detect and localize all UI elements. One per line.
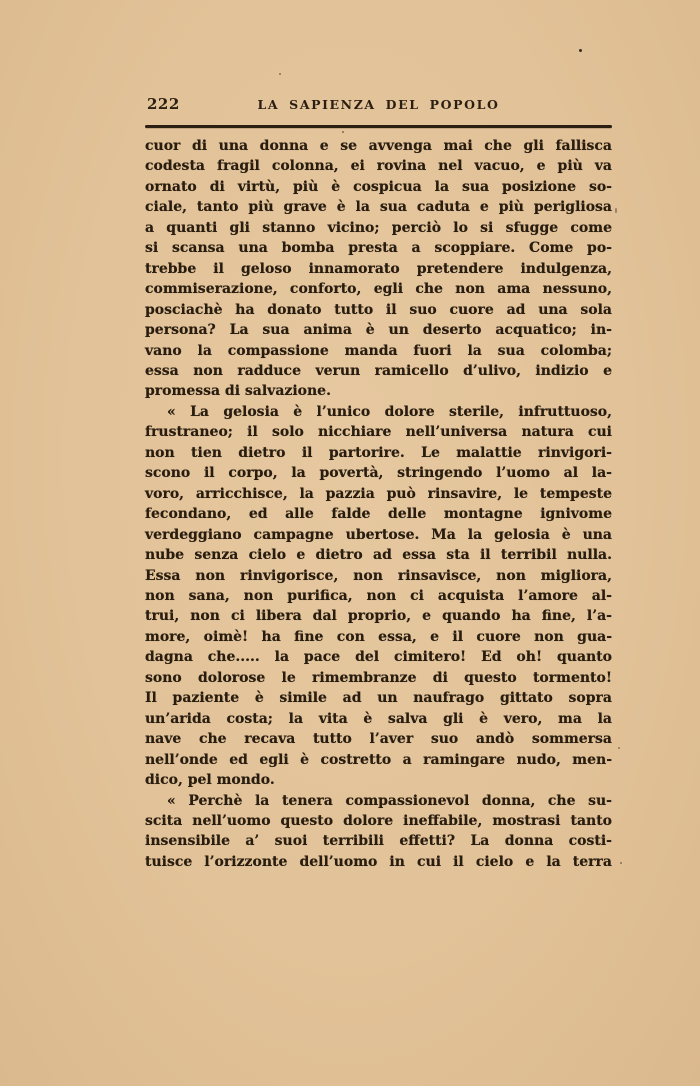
text-line: nave che recava tutto l’aver suo andò sommersa xyxy=(145,731,612,748)
text-line: persona? La sua anima è un deserto acquatico; in- xyxy=(145,322,612,339)
text-line: dagna che..... la pace del cimitero! Ed oh! quanto xyxy=(145,649,612,666)
text-line: ciale, tanto più grave è la sua caduta e più perigliosa xyxy=(145,199,612,216)
text-line: « La gelosia è l’unico dolore sterile, infruttuoso, xyxy=(167,403,612,420)
text-line: trui, non ci libera dal proprio, e quando ha fine, l’a- xyxy=(145,608,612,625)
text-line: verdeggiano campagne ubertose. Ma la gelosia è una xyxy=(145,526,612,543)
text-line: a quanti gli stanno vicino; perciò lo si sfugge come xyxy=(145,219,612,236)
text-line: nell’onde ed egli è costretto a ramingare nudo, men- xyxy=(145,751,612,768)
text-line: insensibile a’ suoi terribili effetti? La donna costi- xyxy=(145,833,612,850)
ink-speck xyxy=(279,73,281,75)
text-line: si scansa una bomba presta a scoppiare. Come po- xyxy=(145,240,612,257)
text-line: ornato di virtù, più è cospicua la sua posizione so- xyxy=(145,178,612,195)
text-line: tuisce l’orizzonte dell’uomo in cui il cielo e la terra xyxy=(145,853,612,870)
ink-speck xyxy=(620,862,622,864)
header-rule xyxy=(145,125,612,128)
body-text xyxy=(145,136,612,872)
ink-speck xyxy=(342,131,344,133)
text-line: nube senza cielo e dietro ad essa sta il terribil nulla. xyxy=(145,547,612,564)
text-line: codesta fragil colonna, ei rovina nel vacuo, e più va xyxy=(145,158,612,175)
text-line: non tien dietro il partorire. Le malattie rinvigori- xyxy=(145,444,612,461)
text-line: posciachè ha donato tutto il suo cuore ad una sola xyxy=(145,301,612,318)
text-line: Essa non rinvigorisce, non rinsavisce, non migliora, xyxy=(145,567,612,584)
text-line: « Perchè la tenera compassionevol donna, che su- xyxy=(167,792,612,809)
text-line: essa non radduce verun ramicello d’ulivo, indizio e xyxy=(145,362,612,379)
ink-speck xyxy=(618,747,620,749)
text-line: promessa di salvazione. xyxy=(145,383,331,400)
text-line: non sana, non purifica, non ci acquista l’amore al- xyxy=(145,587,612,604)
text-line: Il paziente è simile ad un naufrago gittato sopra xyxy=(145,690,612,707)
text-line: more, oimè! ha fine con essa, e il cuore non gua- xyxy=(145,628,612,645)
text-line: scita nell’uomo questo dolore ineffabile, mostrasi tanto xyxy=(145,812,612,829)
text-line: scono il corpo, la povertà, stringendo l’uomo al la- xyxy=(145,465,612,482)
text-line: sono dolorose le rimembranze di questo tormento! xyxy=(145,669,612,686)
page-header xyxy=(145,95,612,115)
text-line: un’arida costa; la vita è salva gli è vero, ma la xyxy=(145,710,612,727)
ink-speck xyxy=(579,49,582,52)
text-line: dico, pel mondo. xyxy=(145,772,275,789)
ink-speck xyxy=(615,208,617,213)
text-line: frustraneo; il solo nicchiare nell’universa natura cui xyxy=(145,424,612,441)
text-line: voro, arricchisce, la pazzia può rinsavire, le tempeste xyxy=(145,485,612,502)
text-line: cuor di una donna e se avvenga mai che gli fallisca xyxy=(145,138,612,154)
text-line: fecondano, ed alle falde delle montagne ignivome xyxy=(145,506,612,523)
text-line: vano la compassione manda fuori la sua colomba; xyxy=(145,342,612,359)
running-title: LA SAPIENZA DEL POPOLO xyxy=(257,97,500,112)
text-line: commiserazione, conforto, egli che non ama nessuno, xyxy=(145,281,612,298)
page-number: 222 xyxy=(147,95,180,113)
text-line: trebbe il geloso innamorato pretendere indulgenza, xyxy=(145,260,612,277)
